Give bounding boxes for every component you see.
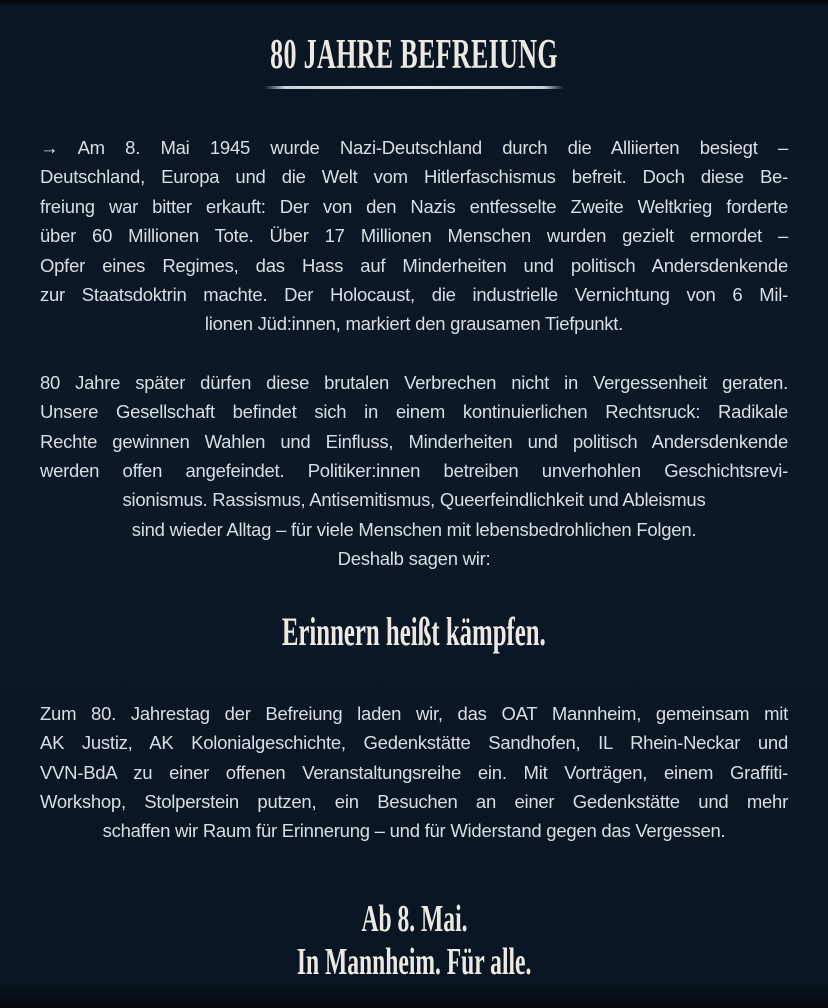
text-line: schaffen wir Raum für Erinnerung – und für Widerstand gegen das Vergessen. (102, 820, 726, 842)
footer-date-line (0, 898, 828, 941)
text-line: Deutschland, Europa und die Welt vom Hitlerfaschismus befreit. Doch diese Be- (40, 166, 788, 188)
title-underline (264, 86, 564, 89)
poster-header (0, 0, 828, 89)
slogan-text: Erinnern heißt kämpfen. (282, 608, 546, 654)
text-line: AK Justiz, AK Kolonialgeschichte, Gedenkstätte Sandhofen, IL Rhein-Neckar und (40, 732, 788, 754)
text-line: VVN-BdA zu einer offenen Veranstaltungsreihe ein. Mit Vorträgen, einem Graffiti- (40, 761, 788, 783)
text-line: 80 Jahre später dürfen diese brutalen Verbrechen nicht in Vergessenheit geraten. (40, 371, 788, 393)
text-line: Deshalb sagen wir: (337, 548, 491, 570)
footer-location-line (0, 941, 828, 984)
text-line: Rechte gewinnen Wahlen und Einfluss, Minderheiten und politisch Andersdenkende (40, 430, 788, 452)
slogan-heading (0, 608, 828, 656)
text-line: freiung war bitter erkauft: Der von den Nazis entfesselte Zweite Weltkrieg forderte (40, 195, 788, 217)
text-line: Opfer eines Regimes, das Hass auf Minderheiten und politisch Andersdenkende (40, 254, 788, 276)
paragraph-present (40, 368, 788, 574)
text-line: Workshop, Stolperstein putzen, ein Besuchen an einer Gedenkstätte und mehr (40, 790, 788, 812)
text-line: sind wieder Alltag – für viele Menschen mit lebensbedrohlichen Folgen. (131, 518, 697, 540)
text-line: sionismus. Rassismus, Antisemitismus, Queerfeindlichkeit und Ableismus (122, 489, 706, 511)
poster-footer (0, 898, 828, 984)
text-line: Unsere Gesellschaft befindet sich in einem kontinuierlichen Rechtsruck: Radikale (40, 401, 788, 423)
poster-title (0, 0, 828, 76)
text-line: zur Staatsdoktrin machte. Der Holocaust, die industrielle Vernichtung von 6 Mil- (40, 284, 788, 306)
paragraph-history (40, 133, 788, 339)
poster-title-text: 80 JAHRE BEFREIUNG (270, 32, 558, 78)
paragraph-event (40, 699, 788, 846)
text-line: lionen Jüd:innen, markiert den grausamen Tiefpunkt. (204, 313, 624, 335)
text-line: → Am 8. Mai 1945 wurde Nazi-Deutschland durch die Alliierten besiegt – (40, 137, 788, 158)
footer-date-text: Ab 8. Mai. (360, 897, 468, 940)
text-line: werden offen angefeindet. Politiker:innen betreiben unverhohlen Geschichtsrevi- (40, 460, 788, 482)
text-line: Zum 80. Jahrestag der Befreiung laden wir, das OAT Mannheim, gemeinsam mit (40, 702, 788, 724)
footer-location-text: In Mannheim. Für alle. (296, 940, 532, 983)
text-line: über 60 Millionen Tote. Über 17 Millionen Menschen wurden gezielt ermordet – (40, 225, 788, 247)
